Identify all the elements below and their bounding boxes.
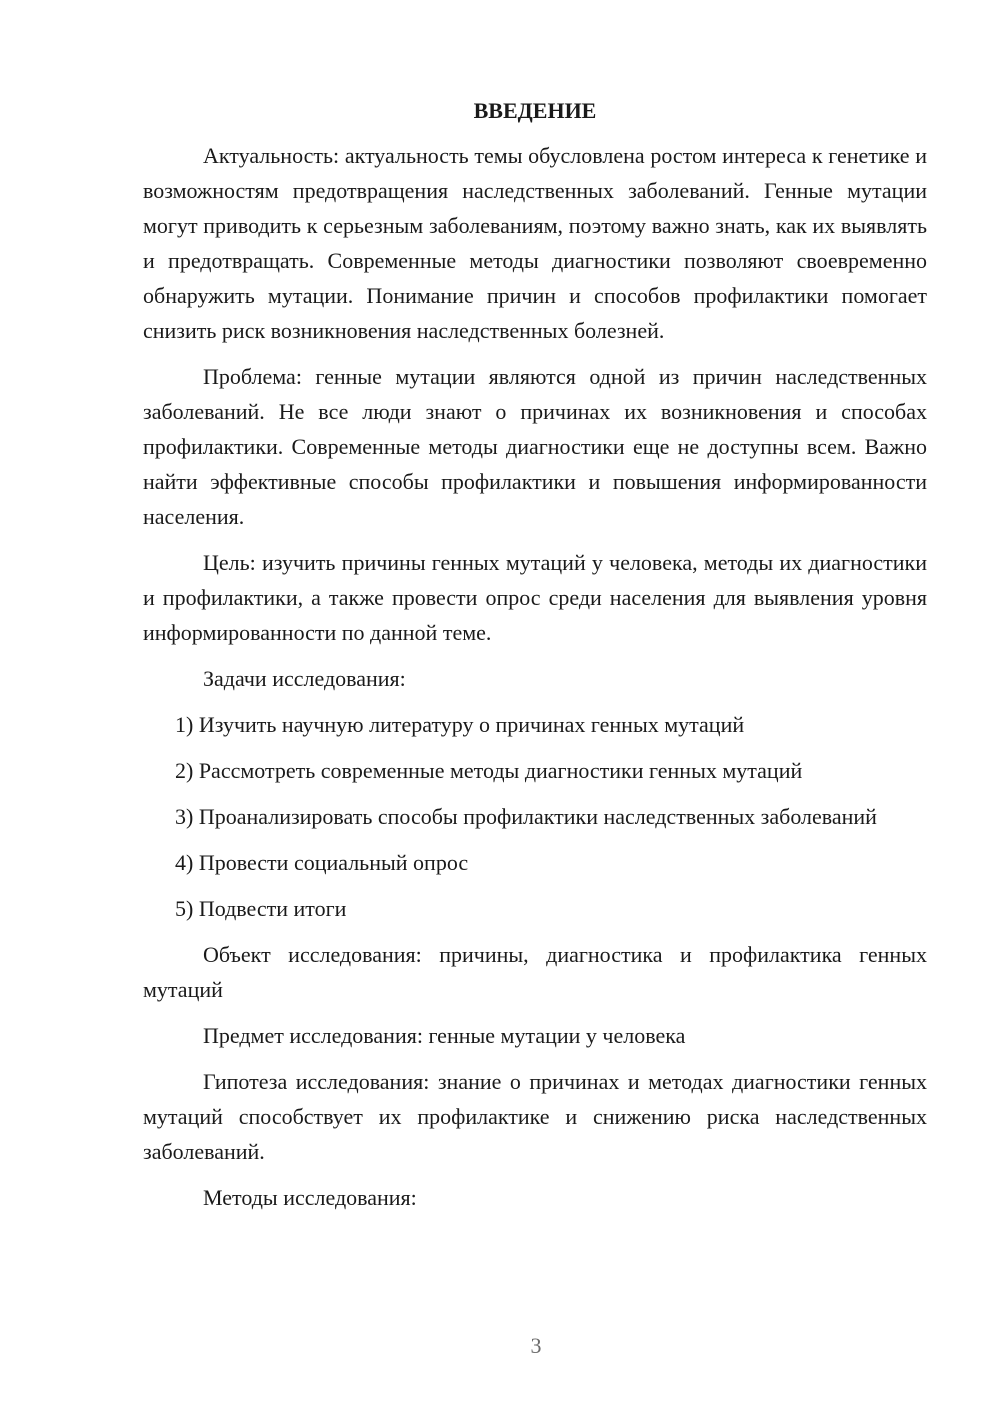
tasks-title: Задачи исследования: bbox=[203, 666, 406, 691]
page-number: 3 bbox=[530, 1333, 542, 1358]
task-item: 4) Провести социальный опрос bbox=[175, 850, 469, 875]
object-paragraph: Объект исследования: причины, диагностика и профилактика генных мутаций bbox=[143, 942, 927, 1002]
page-content bbox=[143, 96, 927, 1226]
hypothesis-paragraph: Гипотеза исследования: знание о причинах и методах диагностики генных мутаций способствует их профилактике и снижению риска наследственных заболеваний. bbox=[143, 1069, 927, 1164]
goal-paragraph: Цель: изучить причины генных мутаций у человека, методы их диагностики и профилактики, а также провести опрос среди населения для выявления уровня информированности по данной теме. bbox=[143, 550, 927, 645]
task-item: 3) Проанализировать способы профилактики наследственных заболеваний bbox=[175, 804, 877, 829]
methods-title: Методы исследования: bbox=[203, 1185, 417, 1210]
task-item: 1) Изучить научную литературу о причинах генных мутаций bbox=[175, 712, 745, 737]
relevance-paragraph: Актуальность: актуальность темы обусловлена ростом интереса к генетике и возможностям предотвращения наследственных заболеваний. Генные мутации могут приводить к серьезным заболеваниям, поэтому важно знать, как их выявлять и предотвращать. Современные методы диагностики позволяют своевременно обнаружить мутации. Понимание причин и способов профилактики помогает снизить риск возникновения наследственных болезней. bbox=[143, 143, 927, 343]
task-item: 2) Рассмотреть современные методы диагностики генных мутаций bbox=[175, 758, 803, 783]
task-item: 5) Подвести итоги bbox=[175, 896, 347, 921]
problem-paragraph: Проблема: генные мутации являются одной из причин наследственных заболеваний. Не все люди знают о причинах их возникновения и способах профилактики. Современные методы диагностики еще не доступны всем. Важно найти эффективные способы профилактики и повышения информированности населения. bbox=[143, 364, 927, 529]
section-heading: ВВЕДЕНИЕ bbox=[473, 98, 597, 123]
subject-paragraph: Предмет исследования: генные мутации у человека bbox=[203, 1023, 686, 1048]
